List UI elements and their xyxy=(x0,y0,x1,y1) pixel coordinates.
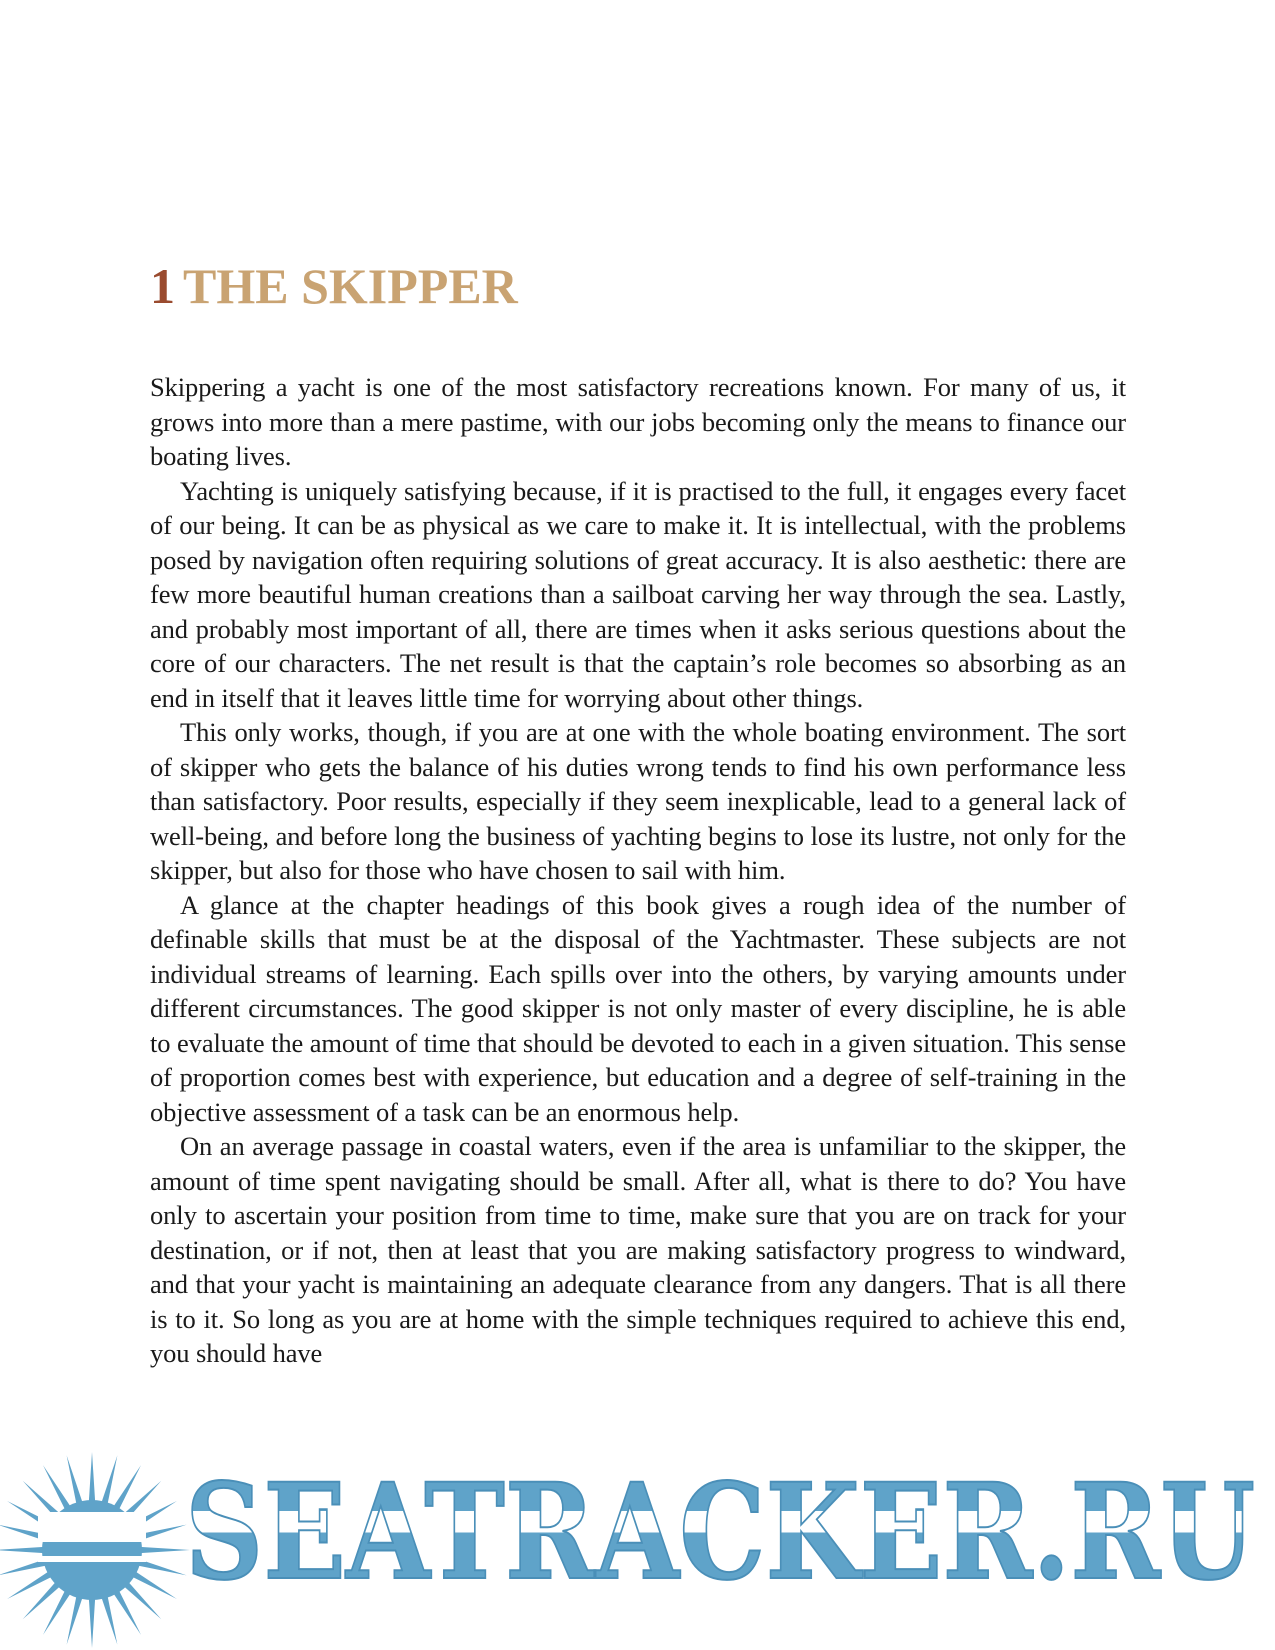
paragraph-2: Yachting is uniquely satisfying because, if it is practised to the full, it engages every facet of our being. It can be as physical as we care to make it. It is intellectual, with the problems posed by navigation often requiring solutions of great accuracy. It is also aesthetic: there are few more beautiful human creations than a sailboat carving her way through the sea. Lastly, and probably most important of all, there are times when it asks serious questions about the core of our characters. The net result is that the captain’s role becomes so absorbing as an end in itself that it leaves little time for worrying about other things. xyxy=(150,475,1126,713)
watermark xyxy=(0,1452,1275,1650)
sun-ray xyxy=(89,1452,96,1504)
sun-logo-icon xyxy=(0,1452,200,1650)
chapter-title: THE SKIPPER xyxy=(183,258,518,314)
book-page xyxy=(150,0,1126,1650)
sun-ray xyxy=(67,1593,84,1644)
chapter-number: 1 xyxy=(150,258,175,314)
chapter-heading xyxy=(150,256,518,316)
paragraph-5: On an average passage in coastal waters, even if the area is unfamiliar to the skipper, the amount of time spent navigating should be small. After all, what is there to do? You have only to ascertain your position from time to time, make sure that you are on track for your destination, or if not, then at least that you are making satisfactory progress to windward, and that your yacht is maintaining an adequate clearance from any dangers. That is all there is to it. So long as you are at home with the simple techniques required to achieve this end, you should have xyxy=(150,1131,1126,1368)
sun-ray xyxy=(101,1455,118,1506)
paragraph-3: This only works, though, if you are at one with the whole boating environment. The sort of skipper who gets the balance of his duties wrong tends to find his own performance less than satisfactory. Poor results, especially if they seem inexplicable, lead to a general lack of well-being, and before long the business of yachting begins to lose its lustre, not only for the skipper, but also for those who have chosen to sail with him. xyxy=(150,717,1126,885)
chapter-body xyxy=(150,370,1126,1371)
sun-ray xyxy=(101,1593,118,1644)
watermark-text: SEATRACKER.RU xyxy=(185,1460,1255,1610)
paragraph-1: Skippering a yacht is one of the most satisfactory recreations known. For many of us, it grows into more than a mere pastime, with our jobs becoming only the means to finance our boating lives. xyxy=(150,372,1126,471)
sun-ray xyxy=(89,1596,96,1648)
watermark-logo-text xyxy=(180,1460,1260,1630)
sun-ray xyxy=(67,1455,84,1506)
paragraph-4: A glance at the chapter headings of this book gives a rough idea of the number of definable skills that must be at the disposal of the Yachtmaster. These subjects are not individual streams of learning. Each spills over into the others, by varying amounts under different circumstances. The good skipper is not only master of every discipline, he is able to evaluate the amount of time that should be devoted to each in a given situation. This sense of proportion comes best with experience, but education and a degree of self-training in the objective assessment of a task can be an enormous help. xyxy=(150,889,1126,1127)
sun-ray xyxy=(0,1547,46,1554)
